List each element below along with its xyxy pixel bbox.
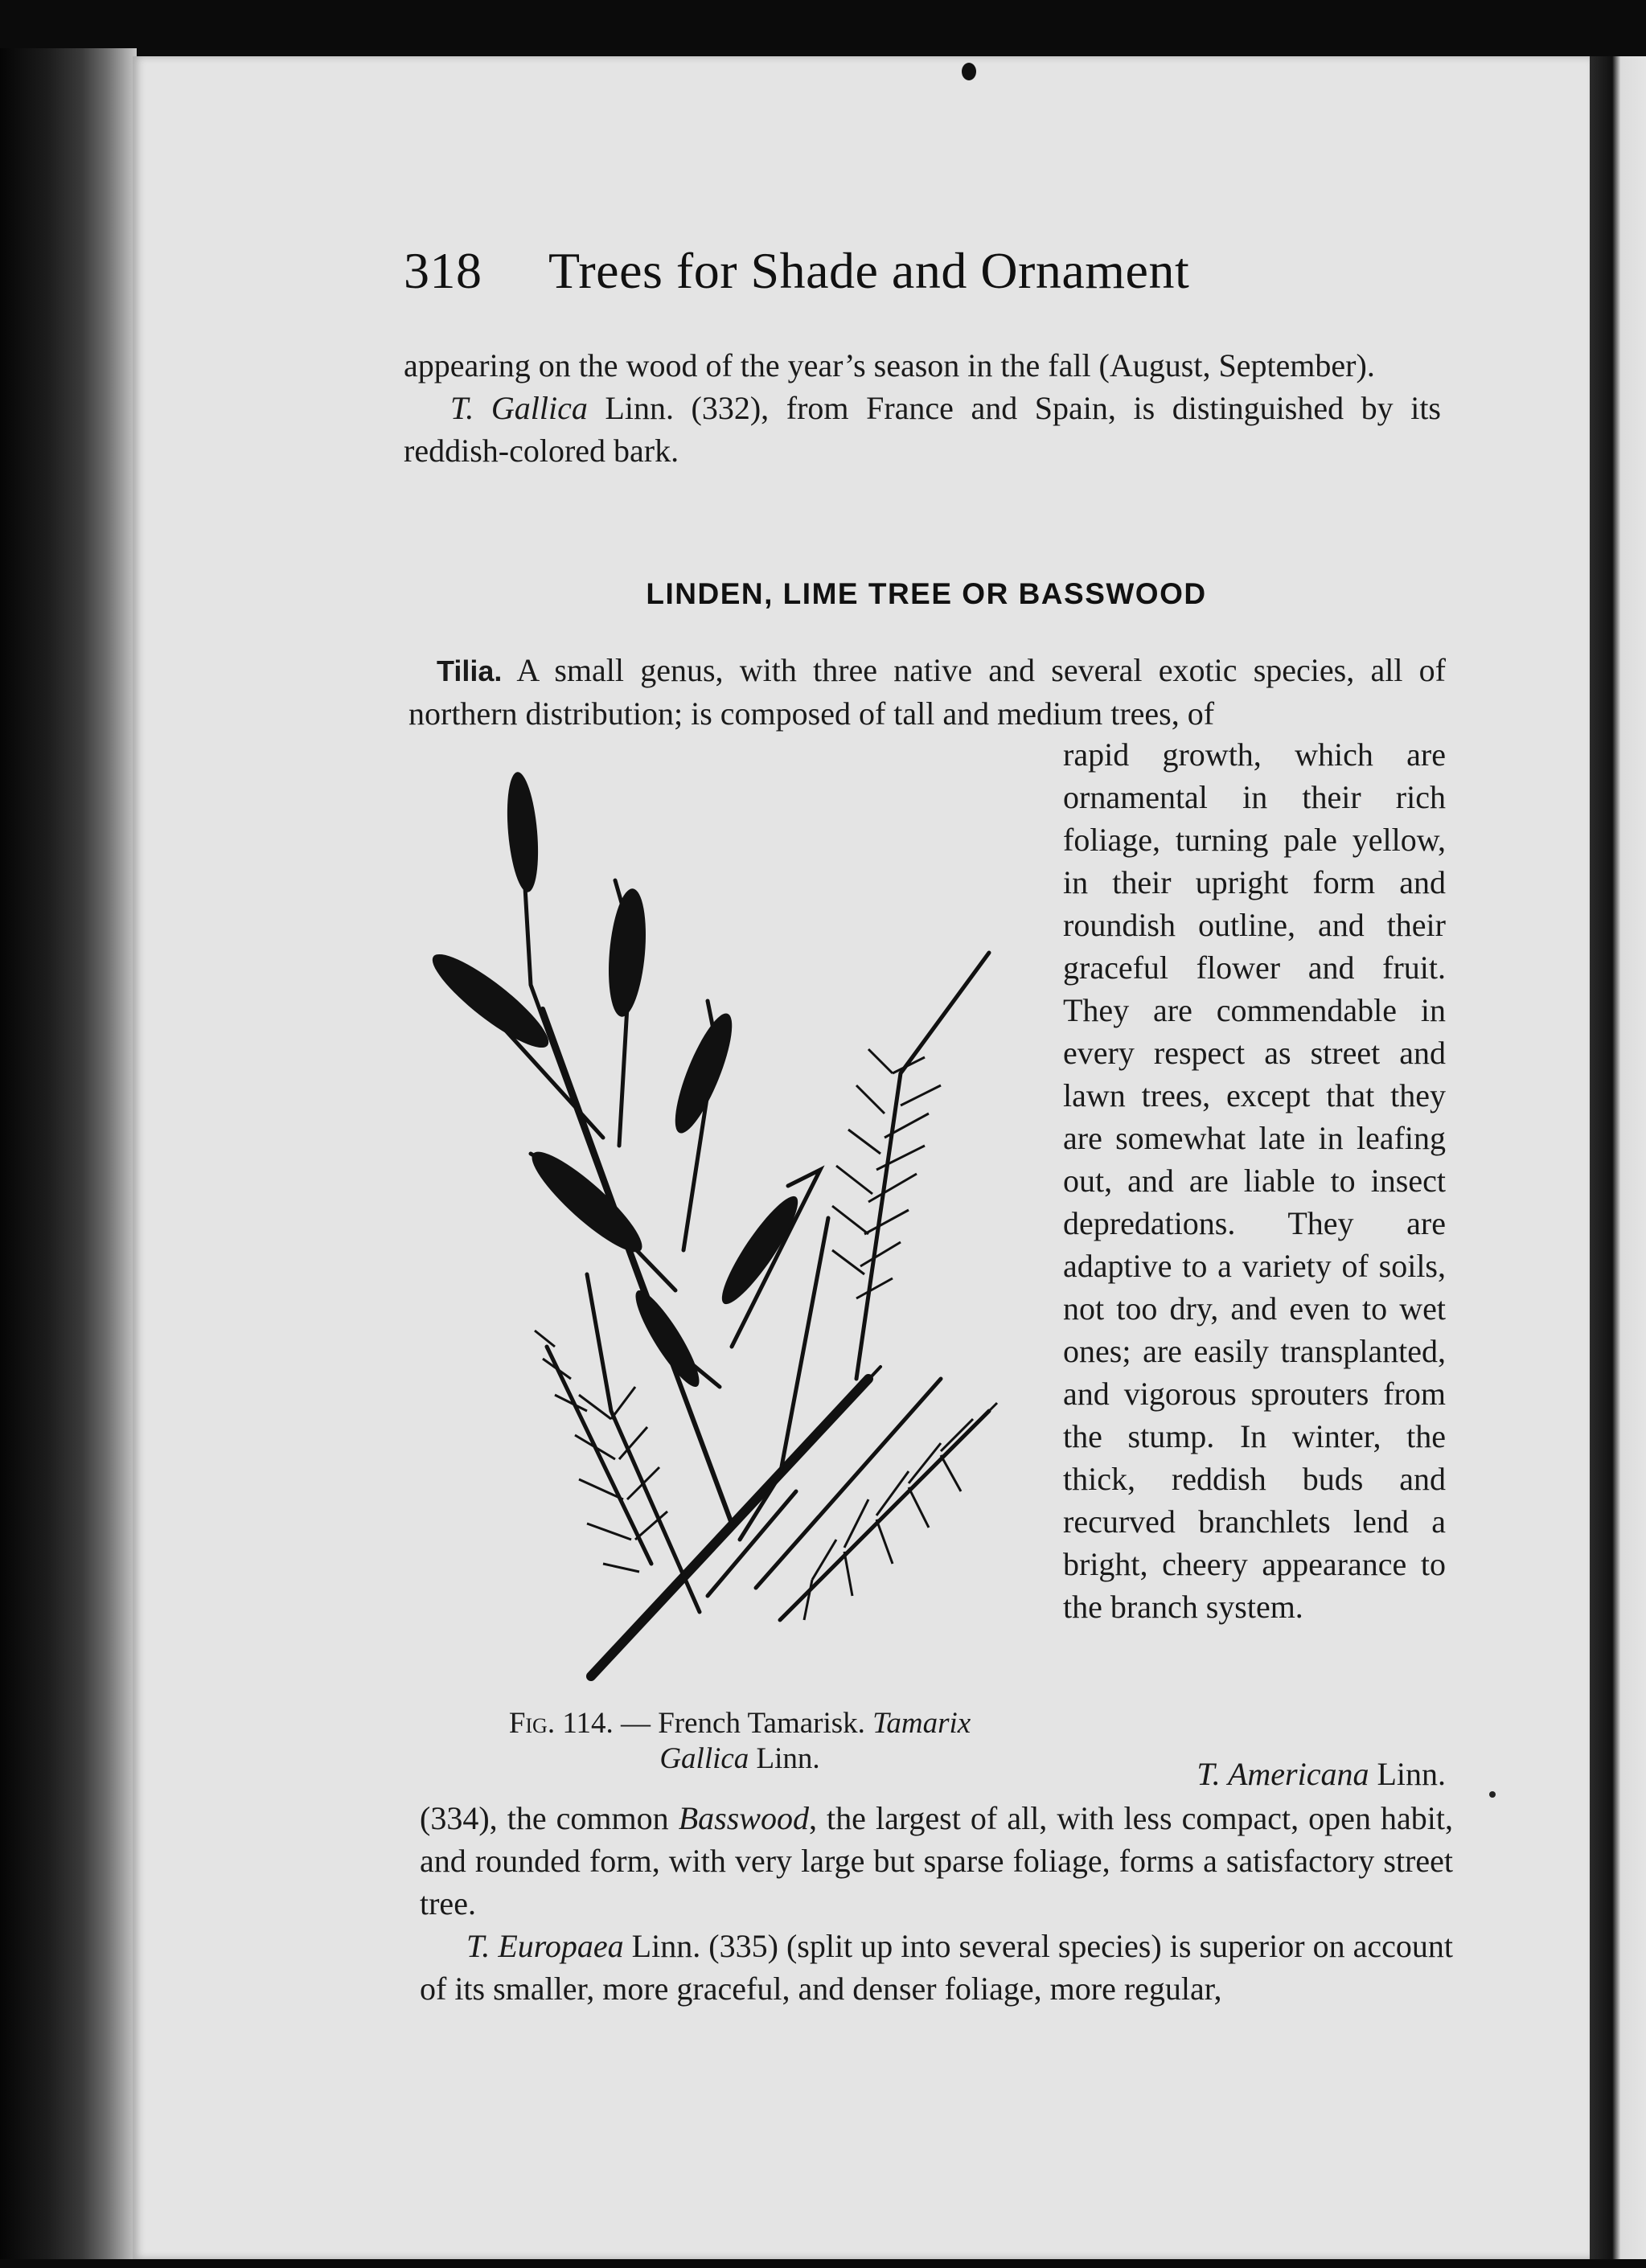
stray-mark (1489, 1791, 1496, 1798)
caption-author: Linn. (749, 1742, 820, 1775)
americana-paragraph (420, 1797, 1453, 1925)
tilia-column-text: rapid growth, which are ornamental in their rich foliage, turning pale yellow, in their upright form and roundish outline, and their graceful flower and fruit. They are commendable in every respect as street and lawn trees, except that they are somewhat late in leafing out, and are liable to insect depredations. They are adaptive to a variety of soils, not too dry, and even to wet ones; are easily transplanted, and vigorous sprouters from the stump. In winter, the thick, reddish buds and recurved branchlets lend a bright, cheery appearance to the branch system. (1063, 736, 1446, 1625)
americana-start (1063, 1753, 1446, 1795)
book-spine (0, 48, 137, 2268)
caption-text: — French Tamarisk. (613, 1707, 873, 1740)
gallica-paragraph (404, 387, 1441, 472)
bottom-paragraphs (420, 1797, 1453, 2010)
section-heading: LINDEN, LIME TREE OR BASSWOOD (646, 577, 1207, 610)
americana-linn: Linn. (1369, 1756, 1446, 1792)
page-mark (962, 63, 976, 80)
running-header (404, 241, 1449, 314)
caption-genus: Tamarix (872, 1707, 971, 1740)
europaea-text: Linn. (335) (split up into several species) is superior on account of its smaller, more graceful, and denser foliage, more regular, (420, 1928, 1454, 2007)
gallica-name: T. Gallica (450, 390, 588, 426)
fig-label: Fig. 114. (508, 1707, 614, 1740)
tilia-intro-text: A small genus, with three native and several exotic species, all of northern distribution; is composed of tall and medium trees, of (408, 652, 1446, 732)
tilia-intro (408, 649, 1446, 735)
caption-species: Gallica (659, 1742, 749, 1775)
tamarix-continuation: appearing on the wood of the year’s season in the fall (August, September). (404, 347, 1375, 383)
tamarix-paragraphs (404, 344, 1441, 472)
figure-caption (450, 1706, 1029, 1777)
tilia-lead: Tilia. (437, 654, 503, 687)
americana-name: T. Americana (1197, 1756, 1369, 1792)
americana-cont-b: , the largest of all, with less compact, open habit, and rounded form, with very large but sparse foliage, forms a satisfactory street tree. (420, 1800, 1453, 1921)
europaea-name: T. Europaea (466, 1928, 624, 1964)
page-number: 318 (404, 242, 482, 299)
running-title: Trees for Shade and Ornament (548, 242, 1190, 299)
tilia-column (1063, 733, 1446, 1628)
europaea-paragraph (420, 1925, 1453, 2010)
basswood-name: Basswood (678, 1800, 809, 1836)
americana-cont-a: (334), the common (420, 1800, 679, 1836)
bottom-shadow (0, 2259, 1646, 2268)
tamarisk-illustration (410, 768, 1053, 1692)
gallica-text: Linn. (332), from France and Spain, is distinguished by its reddish-colored bark. (404, 390, 1442, 469)
next-page-edge (1590, 56, 1646, 2268)
